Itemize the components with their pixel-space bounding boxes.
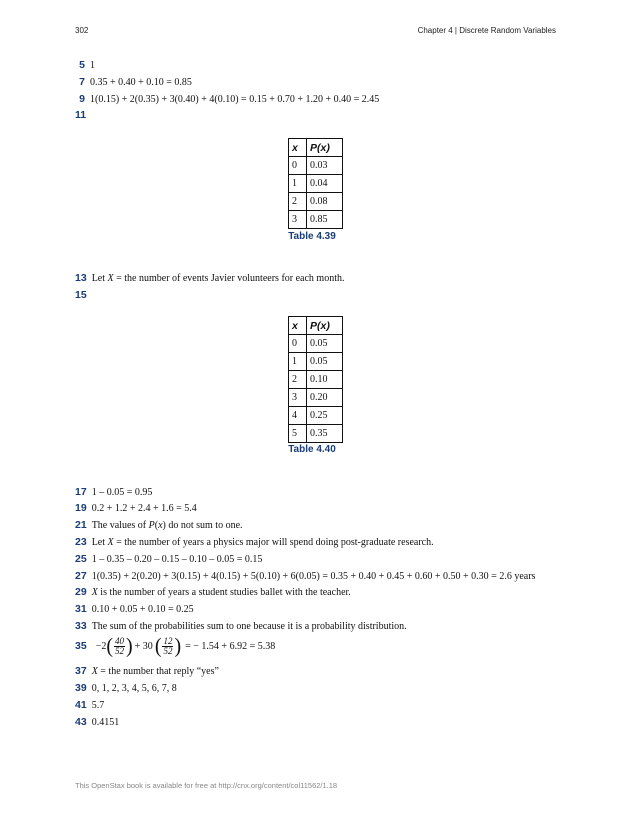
column-header-px: P(x)	[307, 317, 343, 335]
answer-number: 19	[75, 502, 87, 514]
answer-number: 31	[75, 603, 87, 615]
table-row	[289, 425, 343, 443]
table-cell: 3	[289, 389, 307, 407]
table-row	[289, 389, 343, 407]
table-cell: 0.10	[307, 371, 343, 389]
answer-number: 9	[79, 93, 85, 105]
answer-41	[75, 699, 104, 712]
answer-number: 43	[75, 716, 87, 728]
answer-number: 5	[79, 59, 85, 71]
table-cell: 0.03	[307, 157, 343, 175]
table-row	[289, 335, 343, 353]
table-cell: 0.04	[307, 175, 343, 193]
footer-notice: This OpenStax book is available for free at http://cnx.org/content/col11562/1.18	[75, 781, 338, 790]
denominator: 52	[115, 645, 124, 656]
answer-text-pre: Let	[91, 273, 108, 284]
column-header-px: P(x)	[307, 139, 343, 157]
table-row	[289, 193, 343, 211]
answer-31	[75, 603, 194, 616]
table-cell: 1	[289, 353, 307, 371]
answer-text: 0.4151	[91, 717, 120, 728]
answer-text: 1 – 0.35 – 0.20 – 0.15 – 0.10 – 0.05 = 0.15	[91, 554, 263, 565]
left-paren: (	[106, 634, 113, 658]
variable: X	[107, 537, 114, 548]
answer-text: 1 – 0.05 = 0.95	[91, 487, 153, 498]
table-caption: Table 4.40	[288, 444, 336, 455]
denominator: 52	[163, 645, 173, 656]
left-paren: (	[154, 634, 162, 658]
table-row	[289, 407, 343, 425]
column-header-x: x	[289, 317, 307, 335]
answer-text-post: = the number of events Javier volunteers for each month.	[113, 273, 345, 284]
table-cell: 3	[289, 211, 307, 229]
table-cell: 2	[289, 193, 307, 211]
answer-25	[75, 553, 262, 566]
table-cell: 0.20	[307, 389, 343, 407]
answer-19	[75, 502, 197, 515]
probability-table-4-40	[288, 316, 343, 443]
answer-33	[75, 620, 407, 633]
numerator: 12	[163, 635, 173, 646]
answer-number: 21	[75, 519, 87, 531]
answer-43	[75, 716, 119, 729]
formula-result: = − 1.54 + 6.92 = 5.38	[185, 640, 276, 652]
variable: X	[91, 587, 98, 598]
answer-text-post: ) do not sum to one.	[162, 520, 243, 531]
table-row	[289, 211, 343, 229]
answer-text: The sum of the probabilities sum to one because it is a probability distribution.	[91, 621, 407, 632]
answer-number: 25	[75, 553, 87, 565]
table-row	[289, 371, 343, 389]
numerator: 40	[115, 635, 124, 646]
answer-17	[75, 486, 152, 499]
table-cell: 0.35	[307, 425, 343, 443]
answer-text: 1	[90, 60, 95, 71]
answer-number: 23	[75, 536, 87, 548]
answer-29	[75, 586, 351, 599]
answer-text-mid: (	[154, 520, 159, 531]
variable: P	[148, 520, 155, 531]
table-cell: 0	[289, 157, 307, 175]
variable: X	[107, 273, 114, 284]
right-paren: )	[126, 634, 133, 658]
page-number: 302	[75, 26, 89, 35]
answer-text: 0, 1, 2, 3, 4, 5, 6, 7, 8	[91, 683, 177, 694]
answer-number: 33	[75, 620, 87, 632]
table-cell: 2	[289, 371, 307, 389]
fraction	[162, 637, 173, 656]
fraction	[114, 637, 125, 656]
answer-number: 15	[75, 289, 87, 301]
column-header-x: x	[289, 139, 307, 157]
answer-13	[75, 272, 344, 285]
variable: x	[158, 520, 163, 531]
answer-number: 41	[75, 699, 87, 711]
answer-5	[75, 59, 95, 72]
answer-text-pre: The values of	[91, 520, 149, 531]
answer-number: 35	[75, 640, 87, 652]
answer-number: 39	[75, 682, 87, 694]
answer-text: 0.2 + 1.2 + 2.4 + 1.6 = 5.4	[91, 503, 197, 514]
answer-35	[75, 636, 275, 656]
table-cell: 0.85	[307, 211, 343, 229]
answer-15	[75, 289, 92, 302]
answer-number: 17	[75, 486, 87, 498]
probability-table-4-39	[288, 138, 343, 229]
table-header-row	[289, 317, 343, 335]
formula-middle: + 30	[134, 640, 153, 652]
answer-number: 37	[75, 665, 87, 677]
answer-text: 5.7	[91, 700, 105, 711]
right-paren: )	[174, 634, 182, 658]
answer-11	[75, 109, 91, 122]
answer-number: 27	[75, 570, 87, 582]
answer-37	[75, 665, 219, 678]
answer-39	[75, 682, 177, 695]
table-cell: 0.05	[307, 335, 343, 353]
answer-number: 29	[75, 586, 87, 598]
table-cell: 0.05	[307, 353, 343, 371]
table-cell: 4	[289, 407, 307, 425]
answer-number: 7	[79, 76, 85, 88]
table-cell: 5	[289, 425, 307, 443]
table-header-row	[289, 139, 343, 157]
coefficient: −2	[95, 640, 107, 652]
answer-text-post: = the number of years a physics major will spend doing post-graduate research.	[113, 537, 434, 548]
answer-text: 1(0.15) + 2(0.35) + 3(0.40) + 4(0.10) = 0.15 + 0.70 + 1.20 + 0.40 = 2.45	[90, 94, 380, 105]
answer-text: 1(0.35) + 2(0.20) + 3(0.15) + 4(0.15) + 5(0.10) + 6(0.05) = 0.35 + 0.40 + 0.45 + 0.60 + 0.50 + 0.30 = 2.6 years	[91, 571, 536, 582]
table-caption: Table 4.39	[288, 231, 336, 242]
table-cell: 0	[289, 335, 307, 353]
table-row	[289, 353, 343, 371]
answer-number: 13	[75, 272, 87, 284]
answer-number: 11	[75, 109, 87, 121]
answer-text-post: is the number of years a student studies ballet with the teacher.	[97, 587, 351, 598]
table-cell: 1	[289, 175, 307, 193]
answer-23	[75, 536, 434, 549]
table-cell: 0.25	[307, 407, 343, 425]
table-cell: 0.08	[307, 193, 343, 211]
answer-9	[75, 93, 379, 106]
answer-21	[75, 519, 243, 532]
answer-7	[75, 76, 192, 89]
answer-text: 0.35 + 0.40 + 0.10 = 0.85	[90, 77, 192, 88]
table-row	[289, 157, 343, 175]
answer-text-pre: Let	[91, 537, 108, 548]
table-row	[289, 175, 343, 193]
variable: X	[91, 666, 98, 677]
chapter-title: Chapter 4 | Discrete Random Variables	[417, 26, 556, 35]
answer-27	[75, 570, 535, 583]
answer-text-post: = the number that reply “yes”	[97, 666, 219, 677]
answer-text: 0.10 + 0.05 + 0.10 = 0.25	[91, 604, 194, 615]
